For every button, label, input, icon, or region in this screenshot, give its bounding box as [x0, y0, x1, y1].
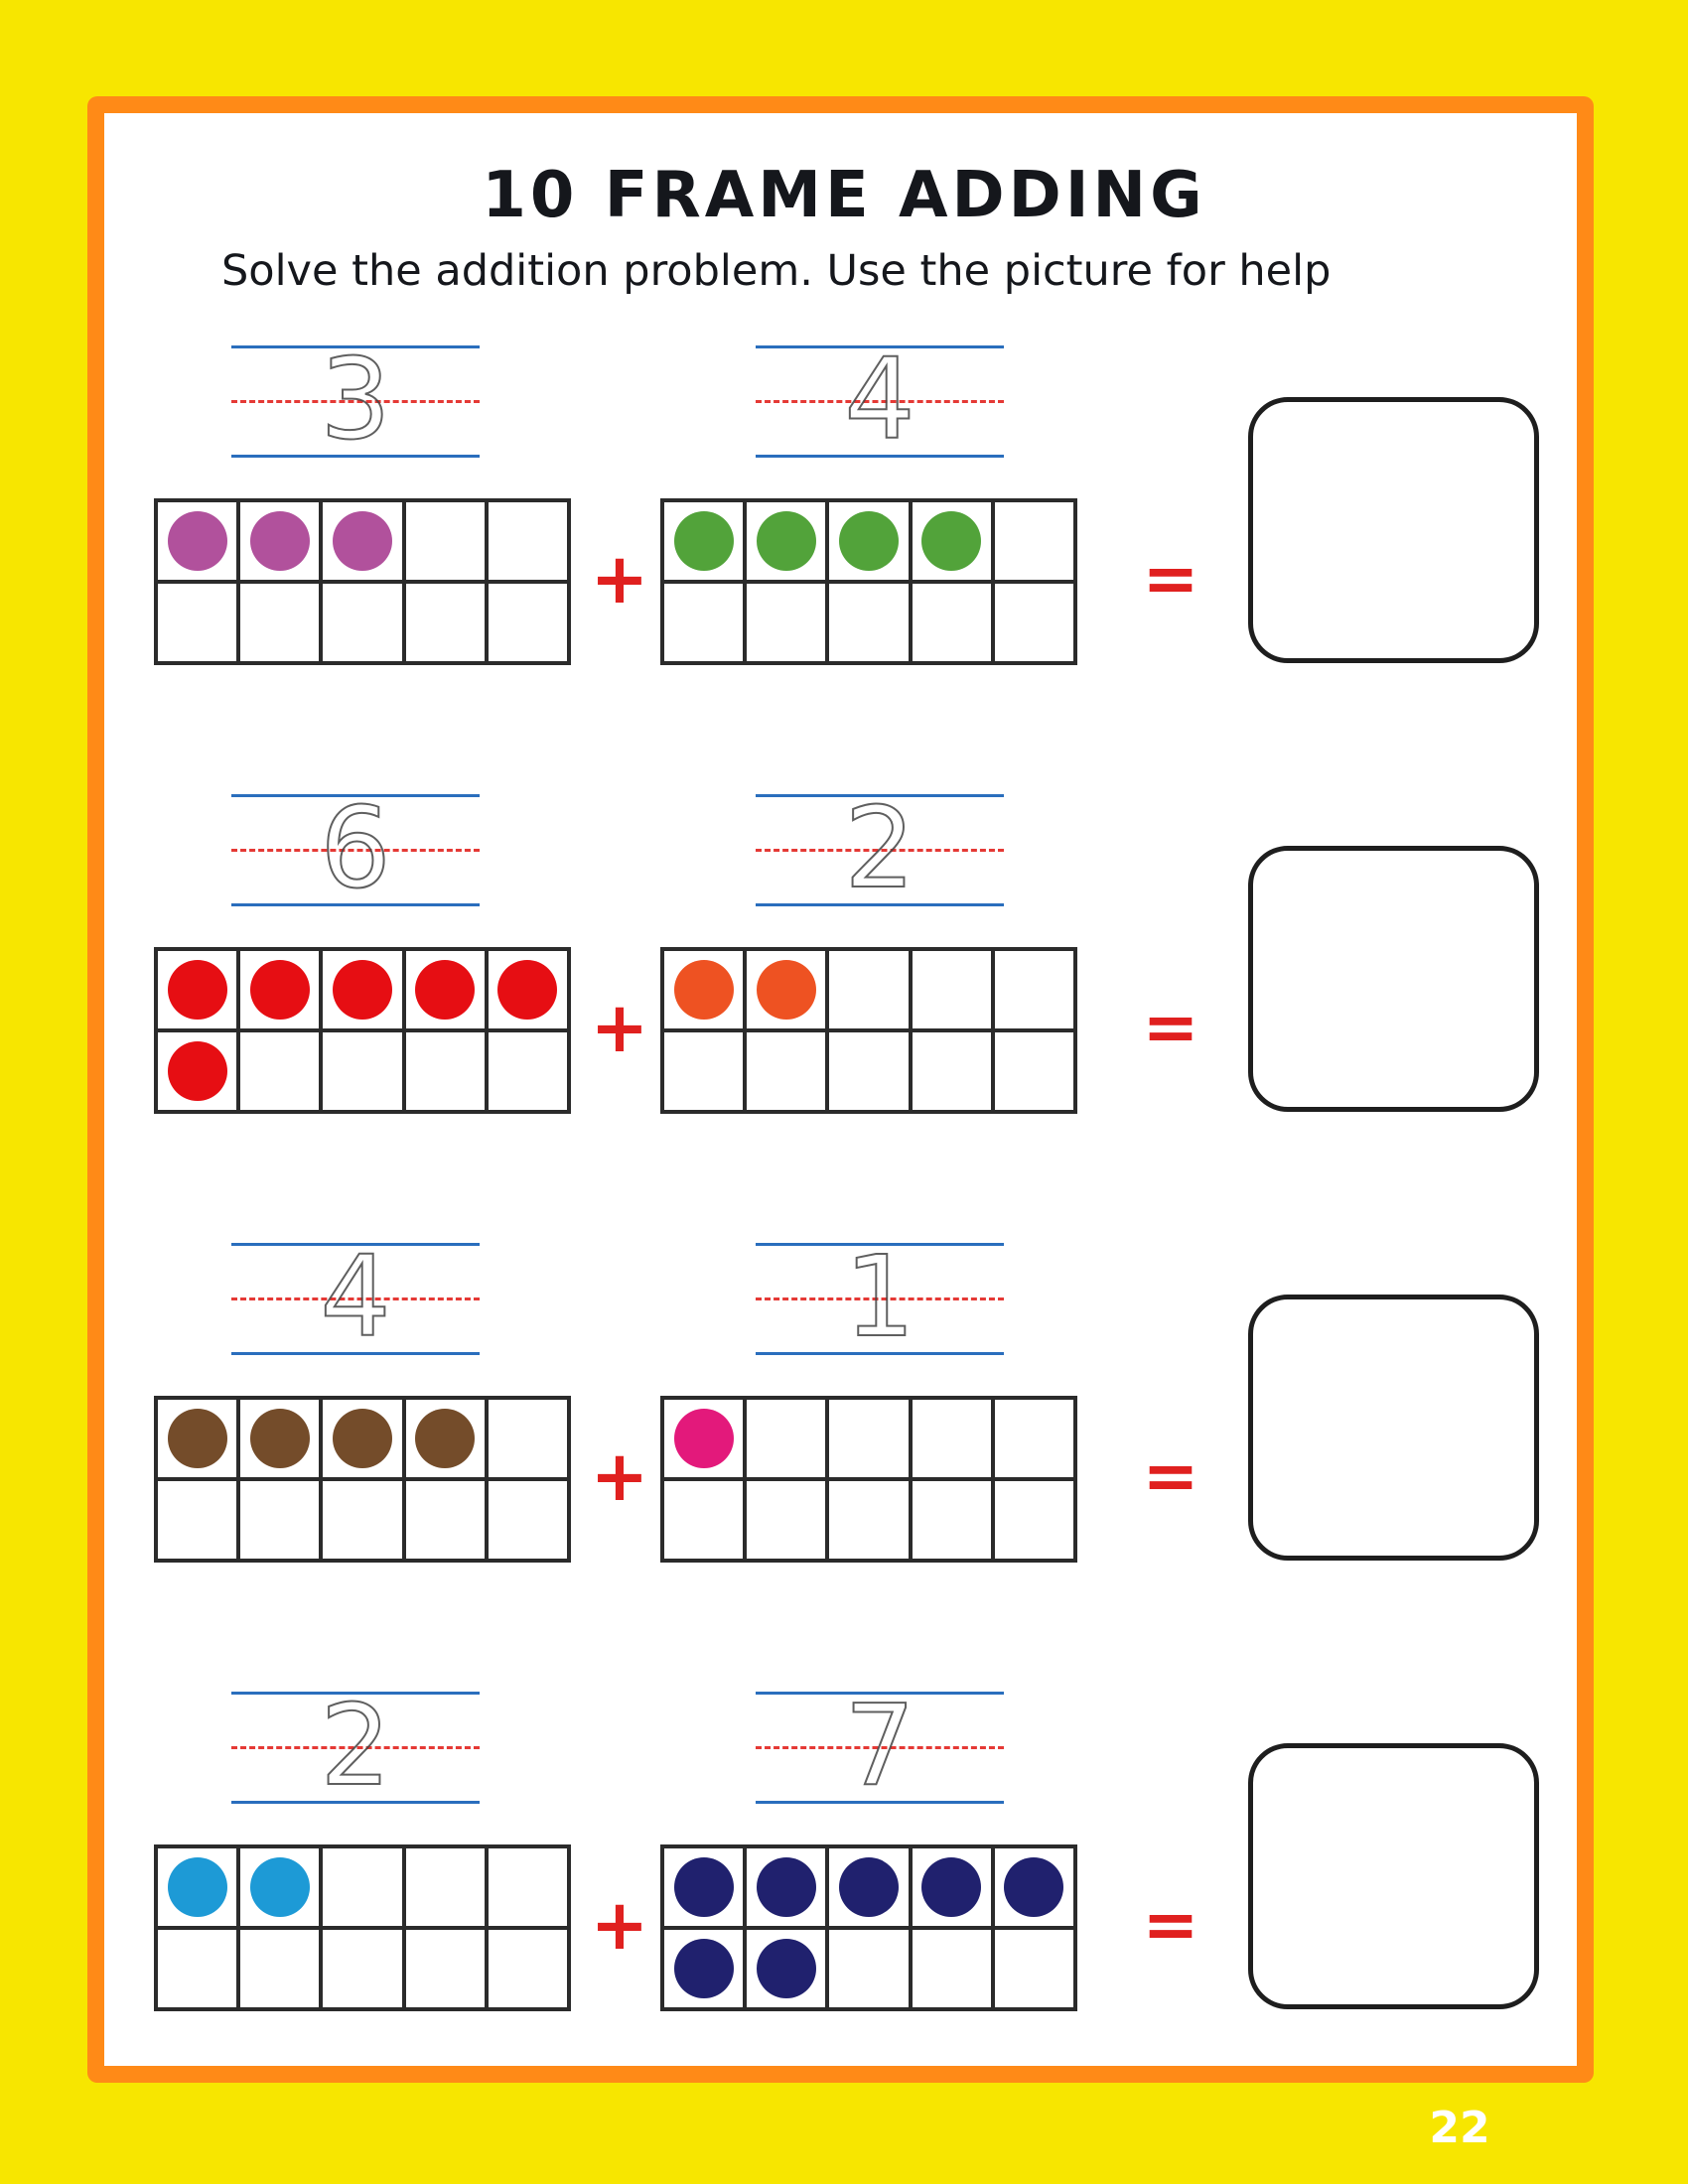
- counter-dot: [674, 1857, 734, 1917]
- ten-frame-second: [660, 1396, 1077, 1563]
- ten-frame-cell: [827, 500, 910, 582]
- ten-frame-cell: [487, 1479, 569, 1561]
- ten-frame-cell: [404, 1928, 487, 2009]
- ten-frame-cell: [321, 1398, 403, 1479]
- counter-dot: [674, 511, 734, 571]
- tracing-guide-first[interactable]: [231, 1682, 480, 1811]
- counter-dot: [839, 1857, 899, 1917]
- plus-sign: +: [590, 987, 649, 1068]
- ten-frame-cell: [662, 949, 745, 1030]
- ten-frame-cell: [404, 1479, 487, 1561]
- ten-frame-cell: [911, 1846, 993, 1928]
- ten-frame-cell: [745, 1846, 827, 1928]
- ten-frame-cell: [238, 1479, 321, 1561]
- ten-frame-cell: [156, 1846, 238, 1928]
- ten-frame-cell: [745, 1928, 827, 2009]
- ten-frame-cell: [404, 1398, 487, 1479]
- counter-dot: [839, 511, 899, 571]
- ten-frame-cell: [911, 500, 993, 582]
- ten-frame-cell: [487, 949, 569, 1030]
- ten-frame-cell: [745, 1030, 827, 1112]
- plus-sign: +: [590, 538, 649, 619]
- ten-frame-cell: [487, 1030, 569, 1112]
- page-title: 10 FRAME ADDING: [482, 159, 1206, 232]
- ten-frame-cell: [993, 500, 1075, 582]
- instructions: Solve the addition problem. Use the picture for help: [221, 246, 1332, 296]
- ten-frame-cell: [662, 1928, 745, 2009]
- ten-frame-cell: [321, 1846, 403, 1928]
- ten-frame-cell: [827, 1928, 910, 2009]
- ten-frame-cell: [156, 1398, 238, 1479]
- answer-box[interactable]: [1248, 846, 1539, 1112]
- plus-sign: +: [590, 1435, 649, 1517]
- ten-frame-cell: [404, 1030, 487, 1112]
- traceable-number: 2: [320, 1682, 391, 1811]
- ten-frame-cell: [238, 1928, 321, 2009]
- traceable-number: 3: [320, 336, 391, 465]
- ten-frame-cell: [662, 1398, 745, 1479]
- counter-dot: [250, 960, 310, 1020]
- ten-frame-cell: [662, 1846, 745, 1928]
- ten-frame-cell: [487, 1846, 569, 1928]
- ten-frame-cell: [911, 1928, 993, 2009]
- equals-sign: =: [1142, 540, 1199, 618]
- counter-dot: [1004, 1857, 1063, 1917]
- counter-dot: [674, 1409, 734, 1468]
- ten-frame-cell: [321, 1928, 403, 2009]
- ten-frame-cell: [827, 582, 910, 663]
- ten-frame-cell: [404, 949, 487, 1030]
- counter-dot: [415, 1409, 475, 1468]
- traceable-number: 6: [320, 784, 391, 913]
- ten-frame-cell: [993, 949, 1075, 1030]
- counter-dot: [168, 511, 227, 571]
- ten-frame-cell: [487, 1928, 569, 2009]
- ten-frame-cell: [487, 582, 569, 663]
- equals-sign: =: [1142, 1437, 1199, 1516]
- ten-frame-cell: [404, 1846, 487, 1928]
- ten-frame-cell: [911, 582, 993, 663]
- equals-sign: =: [1142, 989, 1199, 1067]
- ten-frame-cell: [827, 949, 910, 1030]
- counter-dot: [674, 1939, 734, 1998]
- counter-dot: [757, 511, 816, 571]
- ten-frame-first: [154, 947, 571, 1114]
- counter-dot: [674, 960, 734, 1020]
- ten-frame-cell: [745, 1398, 827, 1479]
- ten-frame-cell: [321, 1479, 403, 1561]
- plus-sign: +: [590, 1884, 649, 1966]
- traceable-number: 7: [844, 1682, 915, 1811]
- ten-frame-cell: [156, 1479, 238, 1561]
- counter-dot: [168, 1857, 227, 1917]
- ten-frame-second: [660, 1844, 1077, 2011]
- ten-frame-cell: [993, 1928, 1075, 2009]
- ten-frame-cell: [662, 1479, 745, 1561]
- counter-dot: [333, 960, 392, 1020]
- counter-dot: [415, 960, 475, 1020]
- ten-frame-cell: [156, 582, 238, 663]
- ten-frame-cell: [238, 949, 321, 1030]
- equals-sign: =: [1142, 1886, 1199, 1965]
- ten-frame-cell: [662, 582, 745, 663]
- ten-frame-cell: [321, 1030, 403, 1112]
- tracing-guide-first[interactable]: [231, 1233, 480, 1362]
- ten-frame-cell: [827, 1846, 910, 1928]
- ten-frame-cell: [993, 582, 1075, 663]
- ten-frame-cell: [662, 1030, 745, 1112]
- page-number: 22: [1429, 2103, 1490, 2153]
- counter-dot: [921, 511, 981, 571]
- ten-frame-cell: [745, 500, 827, 582]
- traceable-number: 4: [320, 1233, 391, 1362]
- counter-dot: [168, 960, 227, 1020]
- counter-dot: [757, 1857, 816, 1917]
- counter-dot: [497, 960, 557, 1020]
- ten-frame-second: [660, 498, 1077, 665]
- ten-frame-cell: [911, 1479, 993, 1561]
- ten-frame-cell: [238, 1846, 321, 1928]
- ten-frame-cell: [662, 500, 745, 582]
- answer-box[interactable]: [1248, 397, 1539, 663]
- ten-frame-first: [154, 1844, 571, 2011]
- answer-box[interactable]: [1248, 1295, 1539, 1561]
- traceable-number: 1: [844, 1233, 915, 1362]
- counter-dot: [757, 960, 816, 1020]
- counter-dot: [168, 1409, 227, 1468]
- ten-frame-cell: [993, 1030, 1075, 1112]
- ten-frame-cell: [745, 1479, 827, 1561]
- counter-dot: [168, 1041, 227, 1101]
- ten-frame-cell: [911, 1398, 993, 1479]
- counter-dot: [757, 1939, 816, 1998]
- ten-frame-cell: [745, 949, 827, 1030]
- ten-frame-cell: [487, 1398, 569, 1479]
- traceable-number: 2: [844, 784, 915, 913]
- ten-frame-cell: [827, 1479, 910, 1561]
- counter-dot: [250, 511, 310, 571]
- ten-frame-cell: [238, 500, 321, 582]
- ten-frame-cell: [827, 1030, 910, 1112]
- counter-dot: [250, 1857, 310, 1917]
- counter-dot: [333, 511, 392, 571]
- ten-frame-cell: [321, 582, 403, 663]
- ten-frame-cell: [993, 1479, 1075, 1561]
- ten-frame-cell: [404, 500, 487, 582]
- ten-frame-first: [154, 1396, 571, 1563]
- ten-frame-cell: [156, 1030, 238, 1112]
- ten-frame-cell: [156, 1928, 238, 2009]
- tracing-guide-first[interactable]: [231, 336, 480, 465]
- tracing-guide-second[interactable]: [756, 1682, 1004, 1811]
- ten-frame-cell: [404, 582, 487, 663]
- counter-dot: [921, 1857, 981, 1917]
- ten-frame-second: [660, 947, 1077, 1114]
- ten-frame-cell: [993, 1846, 1075, 1928]
- ten-frame-cell: [827, 1398, 910, 1479]
- ten-frame-cell: [321, 500, 403, 582]
- ten-frame-cell: [238, 1030, 321, 1112]
- counter-dot: [333, 1409, 392, 1468]
- answer-box[interactable]: [1248, 1743, 1539, 2009]
- ten-frame-cell: [911, 949, 993, 1030]
- tracing-guide-first[interactable]: [231, 784, 480, 913]
- ten-frame-cell: [238, 582, 321, 663]
- ten-frame-cell: [993, 1398, 1075, 1479]
- ten-frame-first: [154, 498, 571, 665]
- tracing-guide-second[interactable]: [756, 784, 1004, 913]
- traceable-number: 4: [844, 336, 915, 465]
- ten-frame-cell: [156, 949, 238, 1030]
- tracing-guide-second[interactable]: [756, 1233, 1004, 1362]
- ten-frame-cell: [911, 1030, 993, 1112]
- ten-frame-cell: [745, 582, 827, 663]
- ten-frame-cell: [238, 1398, 321, 1479]
- counter-dot: [250, 1409, 310, 1468]
- tracing-guide-second[interactable]: [756, 336, 1004, 465]
- ten-frame-cell: [487, 500, 569, 582]
- ten-frame-cell: [321, 949, 403, 1030]
- ten-frame-cell: [156, 500, 238, 582]
